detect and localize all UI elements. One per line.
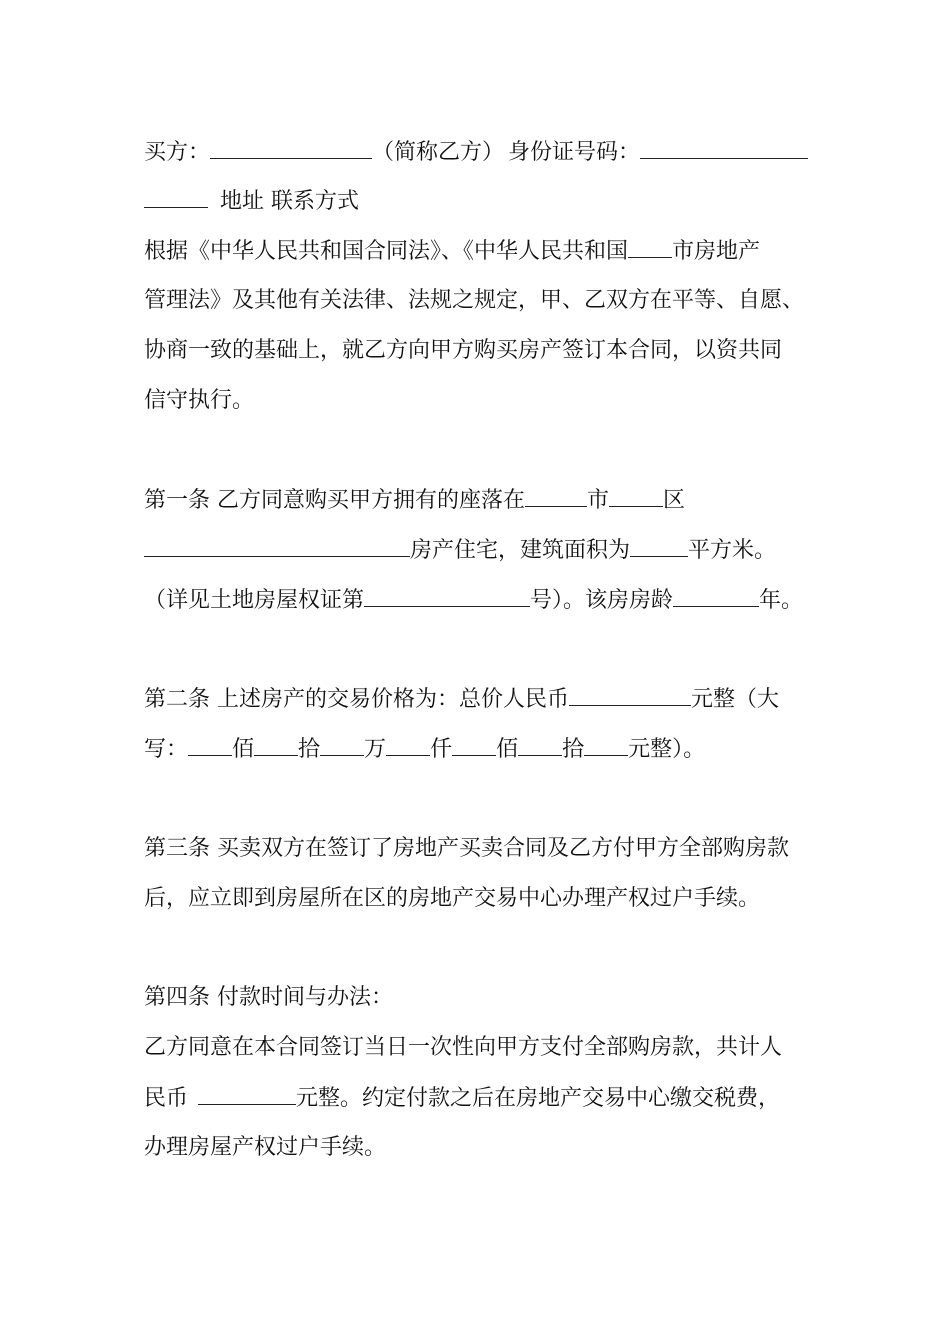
- article1-text: 房产住宅，建筑面积为: [410, 538, 631, 563]
- article2-text: 写：: [144, 737, 189, 762]
- price-blank: [569, 684, 691, 706]
- amount-unit: 万: [364, 737, 387, 762]
- article2-text: 元整）。: [628, 737, 706, 762]
- amount-unit: 仟: [430, 737, 453, 762]
- house-age-blank: [673, 585, 759, 607]
- article3-line-1: 第三条 买卖双方在签订了房地产买卖合同及乙方付甲方全部购房款: [144, 836, 789, 861]
- payment-amount-blank: [198, 1083, 296, 1105]
- article2-text: 第二条 上述房产的交易价格为：总价人民币: [144, 687, 569, 712]
- amount-unit: 佰: [496, 737, 519, 762]
- buyer-address-line: [144, 186, 359, 217]
- district-blank: [609, 485, 663, 507]
- amount-blank: [584, 734, 628, 756]
- article2-line-1: [144, 684, 779, 715]
- buyer-label: 买方：: [144, 140, 211, 165]
- article1-line-1: [144, 485, 685, 516]
- city-blank: [628, 236, 672, 258]
- city-blank: [525, 485, 587, 507]
- amount-blank: [518, 734, 562, 756]
- amount-blank: [452, 734, 496, 756]
- article2-line-2: [144, 734, 705, 765]
- article4-title: 第四条 付款时间与办法：: [144, 985, 393, 1010]
- amount-blank: [254, 734, 298, 756]
- article2-text: 元整（大: [691, 687, 780, 712]
- article1-text: （详见土地房屋权证第: [144, 588, 365, 613]
- article3-line-2: 后，应立即到房屋所在区的房地产交易中心办理产权过户手续。: [144, 886, 761, 911]
- buyer-address-contact: 地址 联系方式: [220, 189, 359, 214]
- preamble-text: 市房地产: [672, 239, 761, 264]
- article1-text: 平方米。: [688, 538, 777, 563]
- article4-line-1: 乙方同意在本合同签订当日一次性向甲方支付全部购房款，共计人: [144, 1035, 783, 1060]
- buyer-name-blank: [210, 137, 372, 159]
- address-blank: [144, 535, 410, 557]
- article1-text: 区: [663, 488, 686, 513]
- article1-text: 第一条 乙方同意购买甲方拥有的座落在: [144, 488, 525, 513]
- amount-blank: [386, 734, 430, 756]
- article4-text: 元整。约定付款之后在房地产交易中心缴交税费，: [296, 1086, 781, 1111]
- buyer-short-name: （简称乙方）: [372, 140, 505, 165]
- preamble-text: 根据《中华人民共和国合同法》、《中华人民共和国: [144, 239, 629, 264]
- area-blank: [630, 535, 688, 557]
- article1-text: 年。: [759, 588, 804, 613]
- article1-line-3: [144, 585, 803, 616]
- amount-unit: 佰: [232, 737, 255, 762]
- article1-text: 市: [587, 488, 610, 513]
- article4-text: 民币: [144, 1086, 189, 1111]
- article4-line-2: [144, 1083, 780, 1114]
- preamble-line-3: 协商一致的基础上，就乙方向甲方购买房产签订本合同，以资共同: [144, 338, 783, 363]
- buyer-id-blank-cont: [144, 186, 208, 208]
- preamble-line-1: [144, 236, 760, 267]
- preamble-line-4: 信守执行。: [144, 388, 255, 413]
- amount-unit: 拾: [298, 737, 321, 762]
- buyer-line: [144, 137, 808, 168]
- buyer-id-blank: [640, 137, 808, 159]
- article1-text: 号）。该房房龄: [530, 588, 674, 613]
- article1-line-2: [144, 535, 776, 566]
- buyer-id-label: 身份证号码：: [508, 140, 641, 165]
- amount-blank: [320, 734, 364, 756]
- amount-unit: 拾: [562, 737, 585, 762]
- preamble-line-2: 管理法》及其他有关法律、法规之规定，甲、乙双方在平等、自愿、: [144, 288, 805, 313]
- amount-blank: [188, 734, 232, 756]
- certificate-number-blank: [364, 585, 530, 607]
- article4-line-3: 办理房屋产权过户手续。: [144, 1135, 387, 1160]
